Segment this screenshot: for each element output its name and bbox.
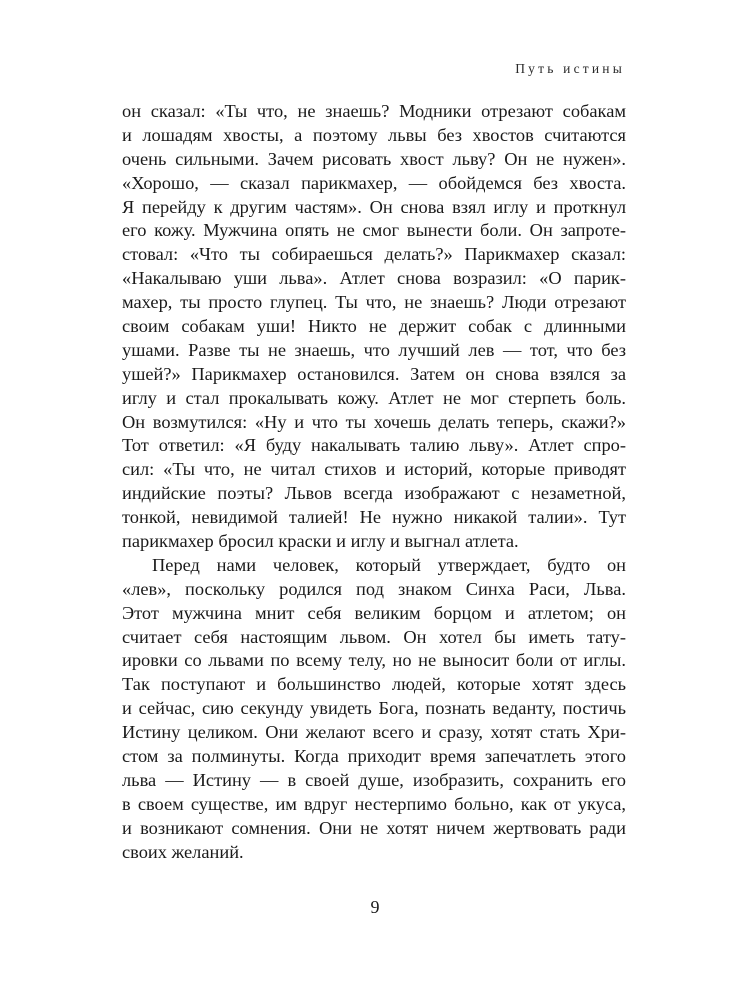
paragraph <box>122 100 626 554</box>
text-line: и сейчас, сию секунду увидеть Бога, познать веданту, постичь <box>122 698 626 719</box>
text-line: Так поступают и большинство людей, которые хотят здесь <box>122 674 626 695</box>
text-line: парикмахер бросил краски и иглу и выгнал атлета. <box>122 531 519 552</box>
text-line: и лошадям хвосты, а поэтому львы без хвостов считаются <box>122 124 626 145</box>
text-line: своих желаний. <box>122 841 244 862</box>
running-header: Путь истины <box>515 61 625 76</box>
text-line: Он возмутился: «Ну и что ты хочешь делать теперь, скажи?» <box>122 411 626 432</box>
text-line: Истину целиком. Они желают всего и сразу, хотят стать Хри- <box>122 722 626 743</box>
text-line: он сказал: «Ты что, не знаешь? Модники отрезают собакам <box>122 101 626 121</box>
text-line: Этот мужчина мнит себя великим борцом и атлетом; он <box>122 602 626 623</box>
text-line: стом за полминуты. Когда приходит время запечатлеть этого <box>122 746 626 767</box>
text-line: стовал: «Что ты собираешься делать?» Парикмахер сказал: <box>122 244 626 265</box>
text-line: сил: «Ты что, не читал стихов и историй, которые приводят <box>122 459 626 480</box>
text-line: Перед нами человек, который утверждает, будто он <box>152 554 626 575</box>
body-text <box>122 100 626 865</box>
text-line: тонкой, невидимой талией! Не нужно никакой талии». Тут <box>122 507 626 528</box>
text-line: очень сильными. Зачем рисовать хвост льву? Он не нужен». <box>122 148 626 169</box>
text-line: «лев», поскольку родился под знаком Синха Раси, Льва. <box>122 578 626 599</box>
text-line: в своем существе, им вдруг нестерпимо больно, как от укуса, <box>122 793 626 814</box>
text-line: махер, ты просто глупец. Ты что, не знаешь? Люди отрезают <box>122 292 626 313</box>
text-line: льва — Истину — в своей душе, изобразить, сохранить его <box>122 769 626 790</box>
text-line: ировки со львами по всему телу, но не выносит боли от иглы. <box>122 650 626 671</box>
text-line: ушей?» Парикмахер остановился. Затем он снова взялся за <box>122 363 626 384</box>
page-number: 9 <box>370 897 380 917</box>
text-line: его кожу. Мужчина опять не смог вынести боли. Он запроте- <box>122 220 626 241</box>
text-line: иглу и стал прокалывать кожу. Атлет не мог стерпеть боль. <box>122 387 626 408</box>
text-line: ушами. Разве ты не знаешь, что лучший лев — тот, что без <box>122 339 626 360</box>
text-line: «Хорошо, — сказал парикмахер, — обойдемся без хвоста. <box>122 172 626 193</box>
text-line: «Накалываю уши льва». Атлет снова возразил: «О парик- <box>122 268 626 289</box>
text-line: и возникают сомнения. Они не хотят ничем жертвовать ради <box>122 817 626 838</box>
text-line: считает себя настоящим львом. Он хотел бы иметь тату- <box>122 626 626 647</box>
paragraph <box>122 554 626 865</box>
text-line: Я перейду к другим частям». Он снова взял иглу и проткнул <box>122 196 626 217</box>
text-line: Тот ответил: «Я буду накалывать талию льву». Атлет спро- <box>122 435 626 456</box>
text-line: своим собакам уши! Никто не держит собак с длинными <box>122 316 626 337</box>
text-line: индийские поэты? Львов всегда изображают с незаметной, <box>122 483 626 504</box>
